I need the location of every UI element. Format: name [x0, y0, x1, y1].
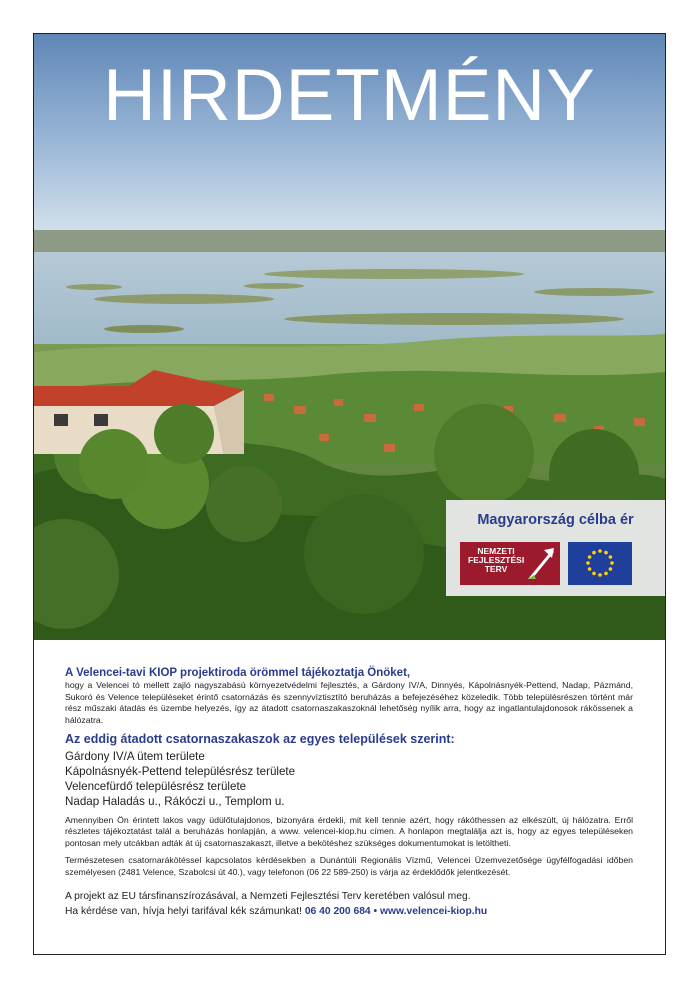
info-paragraph: Amennyiben Ön érintett lakos vagy üdülőtulajdonos, bizonyára érdekli, mit kell tennie azért, hogy rákóthessen az elkészült, új hálózatra. Erről részletes tájékoztatást talál a beruházás honlapján, a www. velencei-kiop.hu címen. A honlapon megtalálja azt is, hogy az egyes településeken pontosan mely utcákban adták át új csatornaszakaszt, illetve a bekötéshez szükséges dokumentumokat is letöltheti.	[65, 814, 633, 848]
contact-paragraph: Természetesen csatornarákötéssel kapcsolatos kérdésekben a Dunántúli Regionális Vízmű, Velencei Üzemvezetősége ügyfélfogadási időben személyesen (2481 Velence, Szabolcsi út 40.), vagy telefonon (06 22 589-250) is várja az érdeklődők jelentkezését.	[65, 855, 633, 877]
poster-frame	[33, 33, 666, 955]
nft-logo-text	[468, 547, 524, 574]
intro-paragraph: hogy a Velencei tó mellett zajló nagyszabású környezetvédelmi fejlesztés, a Gárdony IV/A, Dinnyés, Kápolnásnyék-Pettend, Nadap, Pázmánd, Sukoró és Velence településeket érintő csatornázás és szennyvíztisztító beruházás a befejezéséhez közeledik. Több településrészen történt már rész műszaki átadás és üzembe helyezés, így az átadott csatornaszakaszoknál lehetőség nyílik arra, hogy az ingatlantulajdonosok rákössenek a hálózatra.	[65, 680, 633, 725]
phone-number: 06 40 200 684	[304, 905, 371, 917]
eu-flag-icon	[568, 542, 632, 585]
funding-note: A projekt az EU társfinanszírozásával, a Nemzeti Fejlesztési Terv keretében valósul meg.	[65, 890, 471, 902]
areas-list	[65, 750, 633, 809]
hotline-line	[65, 904, 633, 919]
website-link[interactable]: www.velencei-kiop.hu	[380, 905, 488, 917]
list-item: Velencefürdő településrész területe	[65, 779, 247, 793]
list-item: Gárdony IV/A ütem területe	[65, 750, 205, 764]
list-item: Kápolnásnyék-Pettend településrész területe	[65, 765, 296, 779]
poster-title: HIRDETMÉNY	[103, 55, 596, 136]
separator-bullet: •	[370, 905, 380, 917]
badge-title: Magyarország célba ér	[477, 512, 634, 528]
nft-logo-line-1: NEMZETI	[477, 546, 515, 556]
intro-heading: A Velencei-tavi KIOP projektiroda örömmel tájékoztatja Önöket,	[65, 667, 411, 679]
hotline-text: Ha kérdése van, hívja helyi tarifával kék számunkat!	[65, 905, 305, 917]
nft-arrow-icon	[526, 546, 556, 581]
notice-text	[65, 666, 633, 919]
nft-badge	[446, 500, 665, 596]
list-heading: Az eddig átadott csatornaszakaszok az egyes települések szerint:	[65, 732, 455, 747]
nft-logo-icon	[460, 542, 560, 585]
list-item: Nadap Haladás u., Rákóczi u., Templom u.	[65, 794, 285, 808]
nft-logo-line-2: FEJLESZTÉSI	[468, 555, 525, 565]
landscape-photo	[34, 34, 665, 640]
nft-logo-line-3: TERV	[484, 564, 508, 574]
eu-stars-icon	[568, 542, 632, 585]
